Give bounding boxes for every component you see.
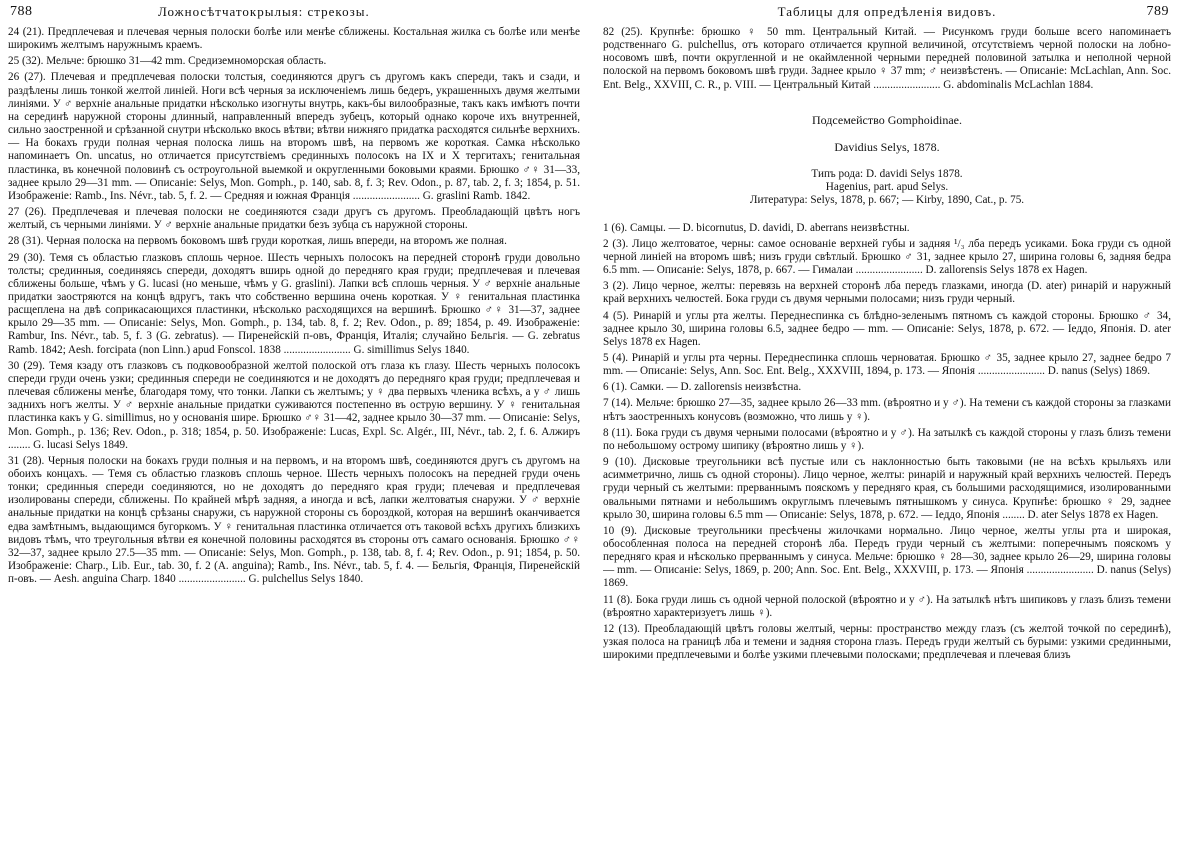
key-entry	[8, 71, 580, 203]
key-entry-text: 29 (30). Темя съ областью глазковъ сплошь черное. Шесть черныхъ полосокъ на передней сторонѣ груди довольно толсты; срединныя, соединяясь спереди, доходятъ вширь одной до передняго края груди; предплечевая и плечевая сближены больше, чѣмъ у G. lucasi (но меньше, чѣмъ у G. graslini). Лапки всѣ сплошь черныя. У ♂ верхніе анальные придатки заостряются на концѣ вдругъ, такъ что собственно вершина очень короткая. У ♀ генитальная пластинка расщеплена на двѣ соприкасающихся пластинки, нѣсколько расходящихся на вершинѣ. Брюшко ♂♀ 31—37, заднее крыло 29—35 mm. — Описаніе: Selys, Mon. Gomph., p. 134, tab. 8, f. 2; Rev. Odon., p. 89; 1854, p. 49. Изображеніе: Rambur, Ins. Névr., tab. 5, f. 3 (G. zebratus). — Пиренейскій п-овъ, Франція, Италія; случайно Бельгія. — G. zebratus Ramb. 1842; Aesh. forcipata (non Linn.) apud Fonscol. 1838 ........................ G. simillimus Selys 1840.	[8, 251, 580, 356]
key-entry	[603, 397, 1171, 423]
key-entry	[603, 623, 1171, 662]
literature-line: Литература: Selys, 1878, p. 667; — Kirby, 1890, Cat., p. 75.	[749, 194, 1025, 207]
key-entry	[603, 525, 1171, 591]
key-entry	[8, 455, 580, 587]
right-page-header	[603, 4, 1171, 26]
key-entry	[603, 310, 1171, 349]
key-entry-text: 26 (27). Плечевая и предплечевая полоски толстыя, соединяются другъ съ другомъ какъ спереди, такъ и сзади, и раздѣлены лишь тонкой желтой линіей. Ноги всѣ черныя за исключеніемъ лишь бедеръ, украшенныхъ двумя желтыми линіями. У ♂ верхніе анальные придатки нѣсколько изогнуты внутрь, какъ-бы вилообразные, такъ какъ имѣютъ почти на серединѣ наружной стороны длинный, направленный впередъ зубецъ, который однако короче ихъ внутренней, сильно заостренной и срѣзанной снутри нѣсколько вкось вѣтви; вѣтви нижняго придатка расходятся сильнѣе верхнихъ. — На бокахъ груди полная черная полоска лишь на второмъ швѣ, на первомъ же короткая. Самка нѣсколько напоминаетъ On. uncatus, но отличается присутствіемъ срединныхъ полосокъ на IX и X тергитахъ; генитальная пластинка, въ конечной половинѣ съ остроугольной выемкой и округленными боковыми краями. Брюшко ♂♀ 31—33, заднее крыло 29—31 mm. — Описаніе: Selys, Mon. Gomph., p. 140, sab. 8, f. 3; Rev. Odon., p. 87, tab. 2, f. 3; 1854, p. 51. Изображеніе: Ramb., Ins. Névr., tab. 5, f. 2. — Средняя и южная Франція ........................ G. graslini Ramb. 1842.	[8, 71, 580, 202]
synonym-line: Hagenius, part. apud Selys.	[825, 181, 949, 194]
key-entry-text: 25 (32). Мельче: брюшко 31—42 mm. Средиземноморская область.	[8, 55, 327, 68]
key-entry-text: 27 (26). Предплечевая и плечевая полоски не соединяются сзади другъ съ другомъ. Преобладающій цвѣтъ ногъ желтый, съ черными линіями. У ♂ верхніе анальные придатки безъ зубца съ наружной стороны.	[8, 206, 580, 232]
key-entries	[603, 222, 1171, 663]
genus-heading: Davidius Selys, 1878.	[834, 139, 940, 154]
key-entry	[603, 456, 1171, 522]
key-entry-text: 12 (13). Преобладающій цвѣтъ головы желтый, черны: пространство между глазъ (съ желтой точкой по серединѣ), узкая полоса на границѣ лба и темени и задняя сторона глазъ. Передъ груди желтый съ бурыми: узкими срединными, широкими предплечевыми и болѣе узкими плечевыми полосками; предплечевая и плечевая близъ	[603, 622, 1171, 662]
key-entry-text: 10 (9). Дисковые треугольники пресѣчены жилочками нормально. Лицо черное, желты углы рта и широкая, обособленная полоса на передней сторонѣ лба. Передъ груди черный съ желтыми: поперечнымъ пояскомъ у передняго края и нѣсколько прерваннымъ у синуса. Мельче: брюшко ♀ 28—30, заднее крыло 26—29, ширина головы — mm. — Описаніе: Selys, 1869, p. 200; Ann. Soc. Ent. Belg., XXXVIII, p. 173. — Японія ........................ D. nanus (Selys) 1869.	[603, 524, 1171, 590]
key-entry-text: 28 (31). Черная полоска на первомъ боковомъ швѣ груди короткая, лишь впереди, на второмъ же полная.	[8, 235, 507, 248]
key-entry-text: 30 (29). Темя кзаду отъ глазковъ съ подковообразной желтой полоской отъ глаза къ глазу. Шесть черныхъ полосокъ спереди груди очень узки; срединныя спереди не соединяются и не доходятъ до передняго края груди; предплечевая и плечевая сближены менѣе, благодаря тому, что тонки. Лапки съ желтымъ; у ♀ два первыхъ членика всѣхъ, а у ♂ лишь заднихъ ногъ желты. У ♂ верхніе анальные придатки суживаются постепенно въ острую вершину. У ♀ генитальная пластинка какъ у G. simillimus, но у основанія шире. Брюшко ♂♀ 31—42, заднее крыло 30—37 mm. — Описаніе: Selys, Mon. Gomph., p. 136; Rev. Odon., p. 318; 1854, p. 50. Изображеніе: Lucas, Expl. Sc. Algér., III, Névr., tab. 2, f. 6. Алжиръ ........ G. lucasi Selys 1849.	[8, 359, 580, 451]
key-entry	[603, 222, 1171, 235]
key-entry-text: 8 (11). Бока груди съ двумя черными полосами (вѣроятно и у ♂). На затылкѣ съ каждой стороны у глазъ близъ темени по небольшому острому шипику (вѣроятно лишь у ♀).	[603, 426, 1171, 452]
key-entry-text: 7 (14). Мельче: брюшко 27—35, заднее крыло 26—33 mm. (вѣроятно и у ♂). На темени съ каждой стороны за глазками нѣтъ заостренныхъ конусовъ (возможно, что лишь у ♀).	[603, 397, 1171, 423]
type-species-line: Типъ рода: D. davidi Selys 1878.	[811, 168, 963, 181]
key-entry	[8, 26, 580, 52]
running-title: Ложносѣтчатокрылыя: стрекозы.	[158, 4, 370, 19]
key-entry-text: 3 (2). Лицо черное, желты: перевязь на верхней сторонѣ лба передъ глазками, иногда (D. ater) ринарій и наружный край верхнихъ челюстей. Бока груди съ двумя черными полосами; низъ груди черный.	[603, 280, 1171, 306]
key-entry: 82 (25). Крупнѣе: брюшко ♀ 50 mm. Центральный Китай. — Рисункомъ груди больше всего напоминаетъ родственнаго G. pulchellus, отъ котораго отличается крупной величиной, отсутствіемъ черной полоски на лобно-носовомъ швѣ, почти округленной и не окаймленной черными передней половиной затылка и неполной черной полоской на первомъ боковомъ швѣ груди. Заднее крыло ♀ 37 mm; ♂ неизвѣстенъ. — Описаніе: McLachlan, Ann. Soc. Ent. Belg., XXVIII, C. R., p. VIII. — Центральный Китай ........................ G. abdominalis McLachlan 1884.	[603, 26, 1171, 91]
subfamily-heading: Подсемейство Gomphoidinae.	[811, 112, 963, 127]
key-entry	[8, 55, 580, 68]
key-entry	[8, 206, 580, 232]
key-entry	[603, 427, 1171, 453]
key-entry-text: 1 (6). Самцы. — D. bicornutus, D. davidi, D. aberrans неизвѣстны.	[603, 221, 910, 234]
key-entry-text: 2 (3). Лицо желтоватое, черны: самое основаніе верхней губы и задняя ¹/₃ лба передъ усиками. Бока груди съ одной черной линіей на второмъ швѣ; низъ груди свѣтлый. Брюшко ♂ 31, заднее крыло 27, ширина головы 6, задняя бедра 6.5 mm. — Описаніе: Selys, 1878, p. 667. — Гималаи ........................ D. zallorensis Selys 1878 ex Hagen.	[603, 237, 1171, 277]
key-entry-text: 24 (21). Предплечевая и плечевая черныя полоски болѣе или менѣе сближены. Костальная жилка съ болѣе или менѣе широкимъ желтымъ наружнымъ краемъ.	[8, 26, 580, 52]
right-page	[603, 0, 1171, 849]
left-page-body	[8, 26, 580, 586]
key-entry-text: 4 (5). Ринарій и углы рта желты. Переднеспинка съ блѣдно-зеленымъ пятномъ съ каждой стороны. Брюшко ♂ 34, заднее крыло 30, ширина головы 6.5, заднее бедро — mm. — Описаніе: Selys, 1878, p. 672. — Іеддо, Японія. D. ater Selys 1878 ex Hagen.	[603, 309, 1171, 348]
right-page-body	[603, 26, 1171, 662]
page-number: 788	[10, 4, 33, 19]
key-entry	[603, 381, 1171, 394]
left-page-header	[8, 4, 580, 26]
key-entry-text: 11 (8). Бока груди лишь съ одной черной полоской (вѣроятно и у ♂). На затылкѣ нѣтъ шипиковъ у глазъ близъ темени (вѣроятно характеризуетъ лишь ♀).	[603, 593, 1171, 619]
key-entry	[8, 252, 580, 357]
running-title: Таблицы для опредѣленія видовъ.	[777, 4, 997, 19]
page-number: 789	[1146, 4, 1169, 19]
key-entry	[8, 360, 580, 452]
key-entry	[603, 594, 1171, 620]
key-entry	[603, 238, 1171, 277]
key-entry	[603, 352, 1171, 378]
key-entry	[603, 280, 1171, 306]
key-entry-text: 5 (4). Ринарій и углы рта черны. Переднеспинка сплошь черноватая. Брюшко ♂ 35, заднее крыло 27, заднее бедро 7 mm. — Описаніе: Selys, Ann. Soc. Ent. Belg., XXXVIII, 1894, p. 173. — Японія ........................ D. nanus (Selys) 1869.	[603, 351, 1171, 378]
key-entry-text: 6 (1). Самки. — D. zallorensis неизвѣстна.	[603, 381, 802, 394]
left-page	[8, 0, 580, 849]
key-entry-text: 31 (28). Черныя полоски на бокахъ груди полныя и на первомъ, и на второмъ швѣ, соединяются другъ съ другомъ на обоихъ концахъ. — Темя съ областью глазковъ сплошь черное. Шесть черныхъ полосокъ на передней груди очень тонки; срединныя спереди соединяются, но не доходятъ до передняго края груди; плечевая и предплечевая изолированы спереди, сближены. По крайней мѣрѣ задняя, а иногда и всѣ, лапки желтоватыя снаружи. У ♂ верхніе анальные придатки на концѣ срѣзаны снаружи, съ наружной стороны съ бороздкой, которая на вершинѣ оканчивается едва замѣтнымъ, выдающимся бугоркомъ. У ♀ генитальная пластинка отличается отъ таковой всѣхъ другихъ близкихъ видовъ тѣмъ, что треугольныя вѣтви ея конечной половины расходятся въ стороны отъ самаго основанія. Брюшко ♂♀ 32—37, заднее крыло 27.5—35 mm. — Описаніе: Selys, Mon. Gomph., p. 138, tab. 8, f. 4; Rev. Odon., p. 91; 1854, p. 50. Изображеніе: Charp., Lib. Eur., tab. 30, f. 2 (A. anguina); Ramb., Ins. Névr., tab. 5, f. 4. — Бельгія, Франція, Пиренейскій п-овъ. — Aesh. anguina Charp. 1840 ........................ G. pulchellus Selys 1840.	[8, 454, 580, 586]
key-entry	[8, 235, 580, 248]
key-entry-text: 9 (10). Дисковые треугольники всѣ пустые или съ наклонностью быть таковыми (не на всѣхъ крыльяхъ или асимметрично, лишь съ одной стороны). Лицо черное, желты: ринарій и наружный край верхнихъ челюстей. Передъ груди черный съ желтыми: прерваннымъ пояскомъ у передняго края, съ большими расходящимися, изолированными овальными пятнами и небольшимъ округлымъ плечевымъ пятнышкомъ у синуса. Крупнѣе: брюшко ♀ 29, заднее крыло 30, ширина головы 6.5 mm — Описаніе: Selys, 1878, p. 672. — Іеддо, Японія ........ D. ater Selys 1878 ex Hagen.	[603, 456, 1171, 521]
